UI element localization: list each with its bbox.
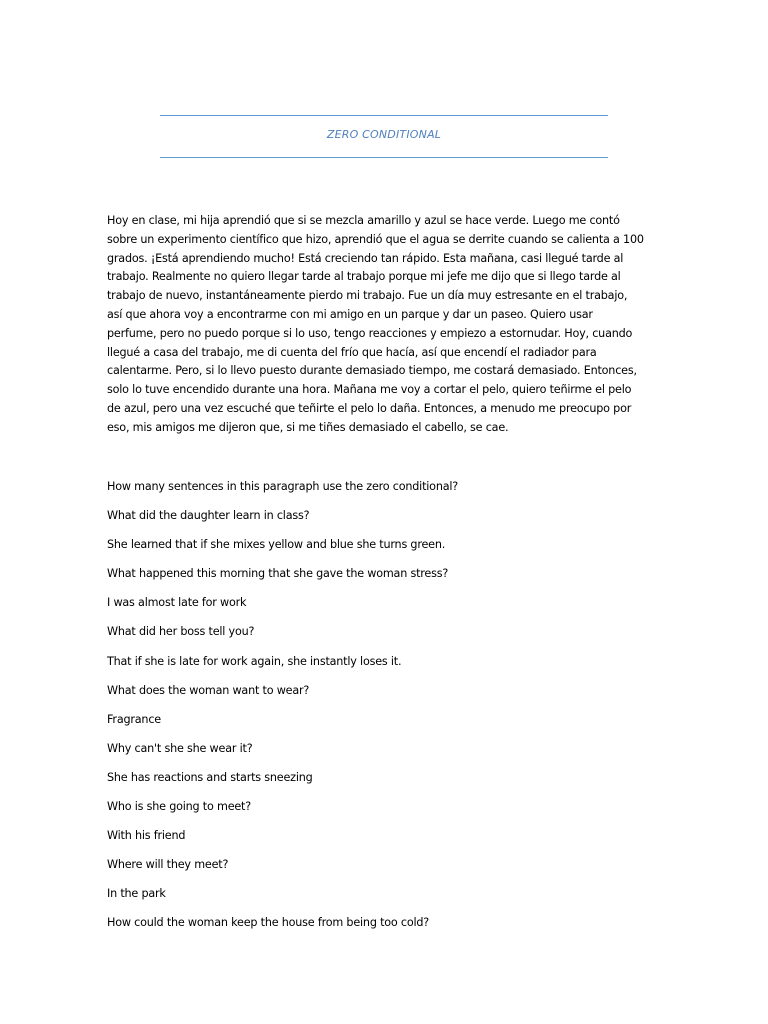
- paragraph-line: solo lo tuve encendido durante una hora. Mañana me voy a cortar el pelo, quiero teñirme el pelo: [107, 383, 632, 397]
- paragraph-line: calentarme. Pero, si lo llevo puesto durante demasiado tiempo, me costará demasiado. Entonces,: [107, 364, 637, 378]
- question-line: What did the daughter learn in class?: [107, 509, 310, 523]
- document-title: ZERO CONDITIONAL: [326, 128, 442, 141]
- question-answer-list: [107, 478, 667, 944]
- question-line: Who is she going to meet?: [107, 800, 251, 814]
- paragraph-line: perfume, pero no puedo porque si lo uso, tengo reacciones y empiezo a estornudar. Hoy, cuando: [107, 326, 633, 340]
- answer-line: In the park: [107, 887, 166, 901]
- answer-line: With his friend: [107, 829, 186, 843]
- paragraph-line: Hoy en clase, mi hija aprendió que si se mezcla amarillo y azul se hace verde. Luego me contó: [107, 214, 620, 227]
- question-line: Why can't she she wear it?: [107, 741, 253, 755]
- paragraph-line: grados. ¡Está aprendiendo mucho! Está creciendo tan rápido. Esta mañana, casi llegué tarde al: [107, 251, 624, 265]
- question-line: Where will they meet?: [107, 858, 229, 872]
- paragraph-line: trabajo de nuevo, instantáneamente pierdo mi trabajo. Fue un día muy estresante en el trabajo,: [107, 289, 628, 303]
- paragraph-line: trabajo. Realmente no quiero llegar tarde al trabajo porque mi jefe me dijo que si llego tarde al: [107, 270, 621, 284]
- paragraph-line: de azul, pero una vez escuché que teñirte el pelo lo daña. Entonces, a menudo me preocupo por: [107, 401, 632, 415]
- answer-line: She has reactions and starts sneezing: [107, 770, 313, 784]
- question-line: What does the woman want to wear?: [107, 683, 310, 697]
- paragraph-line: eso, mis amigos me dijeron que, si me tiñes demasiado el cabello, se cae.: [107, 420, 509, 434]
- question-line: How many sentences in this paragraph use the zero conditional?: [107, 480, 459, 493]
- question-line: What happened this morning that she gave the woman stress?: [107, 567, 449, 581]
- story-paragraph: [107, 212, 677, 438]
- paragraph-line: sobre un experimento científico que hizo, aprendió que el agua se derrite cuando se calienta a 100: [107, 232, 644, 246]
- question-line: What did her boss tell you?: [107, 625, 255, 639]
- paragraph-line: llegué a casa del trabajo, me di cuenta del frío que hacía, así que encendí el radiador para: [107, 345, 597, 359]
- answer-line: She learned that if she mixes yellow and blue she turns green.: [107, 538, 446, 552]
- answer-line: That if she is late for work again, she instantly loses it.: [107, 654, 402, 668]
- title-bottom-rule: [160, 157, 608, 158]
- question-line: How could the woman keep the house from being too cold?: [107, 916, 430, 930]
- answer-line: I was almost late for work: [107, 596, 247, 610]
- answer-line: Fragrance: [107, 712, 161, 726]
- paragraph-line: así que ahora voy a encontrarme con mi amigo en un parque y dar un paseo. Quiero usar: [107, 307, 593, 321]
- title-top-rule: [160, 115, 608, 116]
